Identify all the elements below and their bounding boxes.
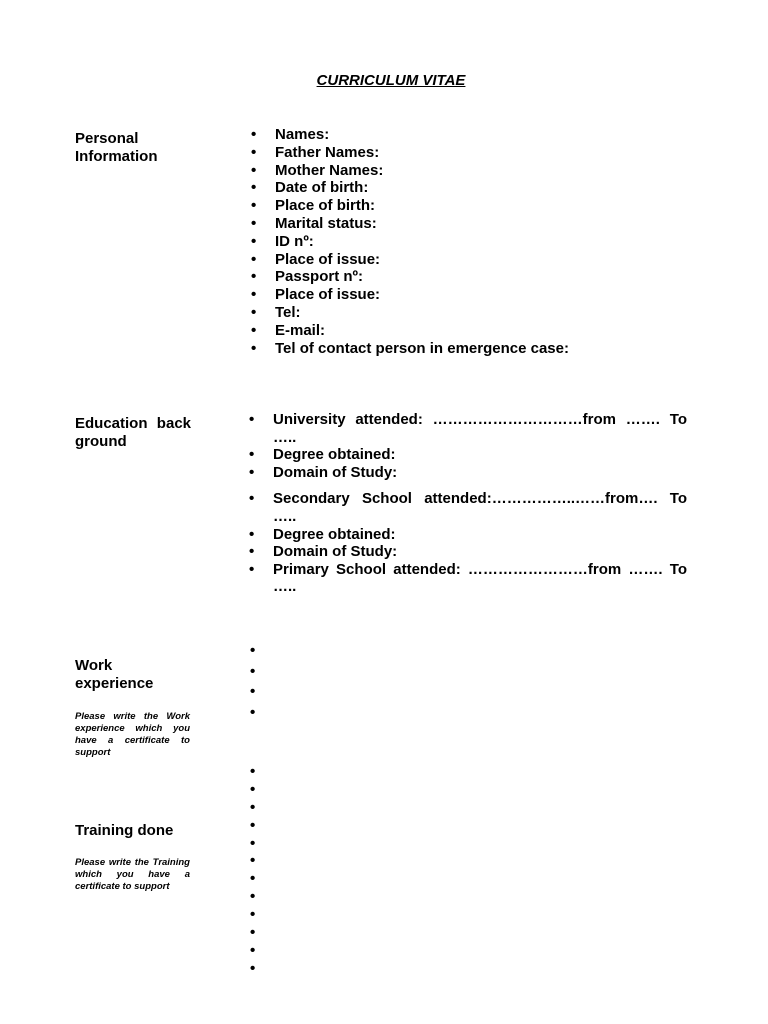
- bullet-icon: •: [251, 303, 257, 321]
- bullet-icon: •: [249, 490, 255, 508]
- personal-field-label: E-mail:: [275, 321, 326, 339]
- list-item: [250, 304, 720, 322]
- personal-field-label: Date of birth:: [275, 179, 369, 197]
- education-background-heading: Education back ground: [75, 415, 191, 450]
- list-item: [250, 126, 720, 144]
- list-item: [250, 286, 720, 304]
- bullet-icon: •: [251, 250, 257, 268]
- list-item: [250, 268, 720, 286]
- education-field-label: Domain of Study:: [273, 463, 398, 481]
- education-list: [248, 411, 687, 596]
- personal-information-heading: Personal Information: [75, 130, 158, 165]
- list-item: [250, 322, 720, 340]
- bullet-icon: •: [251, 286, 257, 304]
- education-field-label: Degree obtained:: [273, 525, 396, 543]
- personal-field-label: Names:: [275, 126, 330, 143]
- work-experience-bullet-icon: •: [250, 704, 256, 721]
- bullet-icon: •: [251, 321, 257, 339]
- education-field-label: Primary School attended: ……………………from ……. To …..: [273, 560, 687, 596]
- training-bullet-icon: •: [250, 888, 256, 905]
- personal-field-label: Place of birth:: [275, 197, 376, 215]
- document-title: CURRICULUM VITAE: [316, 72, 466, 89]
- list-item: [250, 233, 720, 251]
- bullet-icon: •: [251, 197, 257, 215]
- work-experience-bullet-icon: •: [250, 642, 256, 659]
- education-field-label: Secondary School attended:……………..……from…. To …..: [273, 490, 687, 525]
- bullet-icon: •: [251, 161, 257, 179]
- training-bullet-icon: •: [250, 870, 256, 887]
- training-bullet-icon: •: [250, 763, 256, 780]
- work-experience-bullet-icon: •: [250, 683, 256, 700]
- training-bullet-icon: •: [250, 924, 256, 941]
- bullet-icon: •: [251, 214, 257, 232]
- personal-field-label: Place of issue:: [275, 250, 381, 268]
- list-item: [248, 561, 687, 596]
- list-item: [250, 179, 720, 197]
- personal-field-label: Marital status:: [275, 214, 377, 232]
- bullet-icon: •: [251, 179, 257, 197]
- training-bullet-icon: •: [250, 781, 256, 798]
- list-item: [248, 543, 687, 561]
- personal-field-label: Tel:: [275, 303, 301, 321]
- education-field-label: Domain of Study:: [273, 543, 398, 561]
- work-experience-note: Please write the Work experience which you have a certificate to support: [75, 711, 190, 758]
- personal-information-list: [250, 126, 720, 357]
- list-item: [248, 446, 687, 464]
- training-bullet-icon: •: [250, 906, 256, 923]
- bullet-icon: •: [251, 339, 257, 357]
- education-field-label: Degree obtained:: [273, 446, 396, 464]
- list-item: [250, 144, 720, 162]
- training-bullet-icon: •: [250, 835, 256, 852]
- training-done-heading: Training done: [75, 822, 174, 839]
- list-item: [250, 162, 720, 180]
- bullet-icon: •: [249, 525, 255, 543]
- personal-field-label: Mother Names:: [275, 161, 384, 179]
- list-item: [248, 464, 687, 482]
- training-bullet-icon: •: [250, 852, 256, 869]
- list-item: [250, 251, 720, 269]
- education-field-label: University attended: …………………………from ……. To …..: [273, 411, 687, 446]
- personal-field-label: Passport nº:: [275, 268, 363, 286]
- work-experience-heading: Work experience: [75, 657, 154, 692]
- training-bullet-icon: •: [250, 799, 256, 816]
- list-item: [250, 215, 720, 233]
- bullet-icon: •: [249, 543, 255, 561]
- bullet-icon: •: [249, 446, 255, 464]
- bullet-icon: •: [251, 143, 257, 161]
- bullet-icon: •: [249, 411, 255, 428]
- bullet-icon: •: [251, 126, 257, 143]
- bullet-icon: •: [251, 268, 257, 286]
- list-item: [248, 411, 687, 446]
- personal-field-label: Place of issue:: [275, 286, 381, 304]
- personal-field-label: ID nº:: [275, 232, 314, 250]
- list-item: [248, 526, 687, 544]
- work-experience-bullet-icon: •: [250, 663, 256, 680]
- training-done-note: Please write the Training which you have a certificate to support: [75, 857, 190, 892]
- training-bullet-icon: •: [250, 817, 256, 834]
- personal-field-label: Father Names:: [275, 143, 380, 161]
- training-bullet-icon: •: [250, 942, 256, 959]
- list-item: [250, 340, 720, 358]
- list-item: [248, 490, 687, 525]
- bullet-icon: •: [249, 463, 255, 481]
- list-item: [250, 197, 720, 215]
- training-bullet-icon: •: [250, 960, 256, 977]
- bullet-icon: •: [251, 232, 257, 250]
- personal-field-label: Tel of contact person in emergence case:: [275, 339, 569, 357]
- bullet-icon: •: [249, 560, 255, 578]
